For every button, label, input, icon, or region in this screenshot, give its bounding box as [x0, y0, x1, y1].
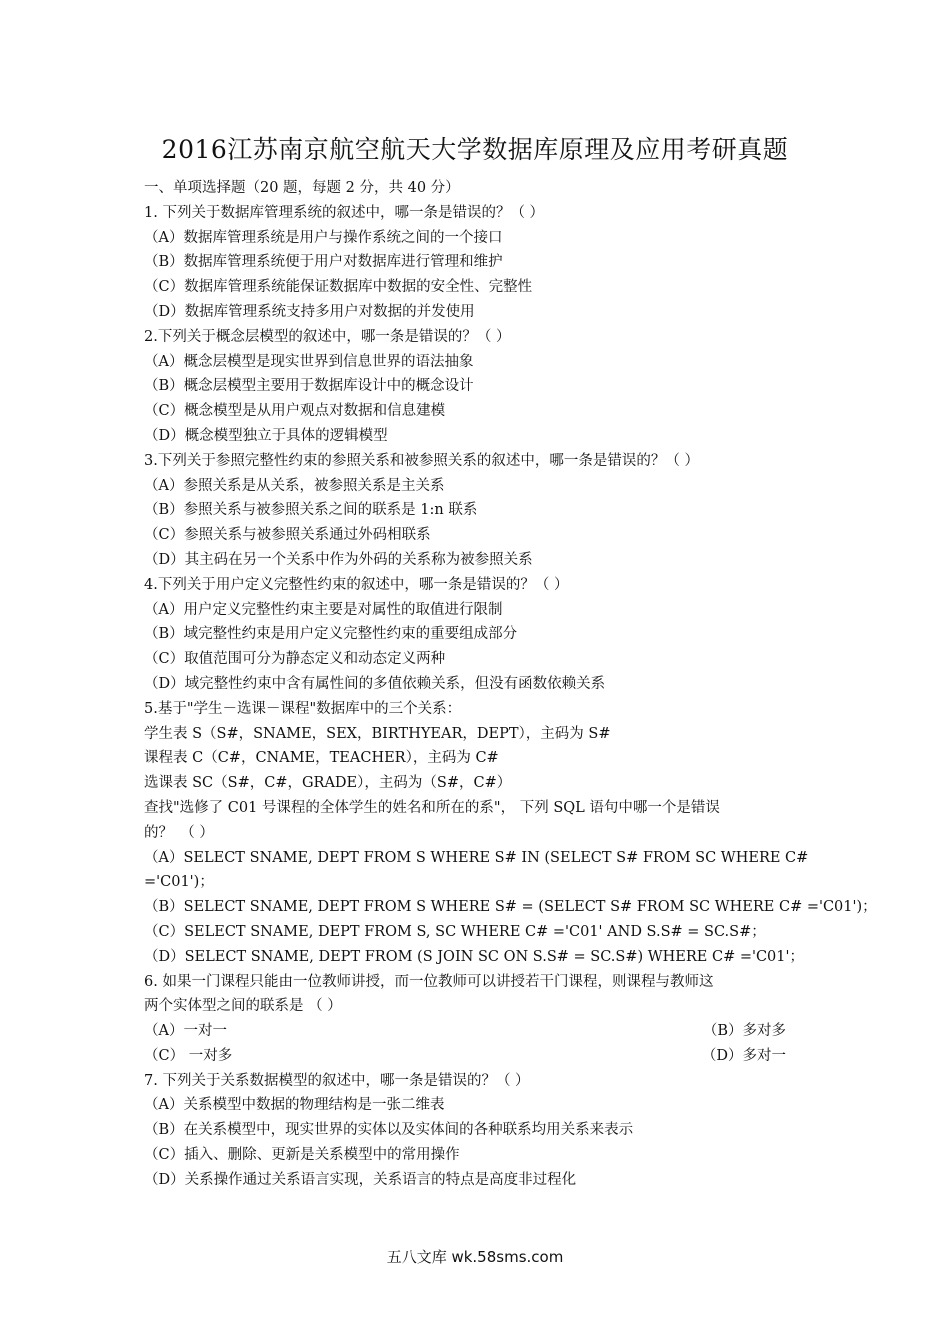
question-3-option-a: （A）参照关系是从关系，被参照关系是主关系: [144, 477, 445, 494]
question-5-option-a-line-2: ='C01')；: [144, 874, 214, 891]
section-heading: 一、单项选择题（20 题，每题 2 分，共 40 分）: [144, 180, 460, 196]
question-7-option-a: （A）关系模型中数据的物理结构是一张二维表: [144, 1097, 445, 1114]
question-5-option-c: （C）SELECT SNAME, DEPT FROM S, SC WHERE C# ='C01' AND S.S# = SC.S#；: [144, 923, 766, 940]
question-6-options-row-2: [144, 1044, 814, 1069]
question-2-stem: 2.下列关于概念层模型的叙述中，哪一条是错误的？（ ）: [144, 328, 511, 345]
question-7-option-c: （C）插入、删除、更新是关系模型中的常用操作: [144, 1147, 460, 1164]
question-4-option-b: （B）域完整性约束是用户定义完整性约束的重要组成部分: [144, 626, 518, 643]
page-title: 2016江苏南京航空航天大学数据库原理及应用考研真题: [161, 135, 789, 164]
question-6-option-a: （A）一对一: [144, 1023, 227, 1040]
question-4-option-a: （A）用户定义完整性约束主要是对属性的取值进行限制: [144, 601, 503, 618]
question-1-option-d: （D）数据库管理系统支持多用户对数据的并发使用: [144, 303, 475, 320]
question-7-option-b: （B）在关系模型中，现实世界的实体以及实体间的各种联系均用关系来表示: [144, 1122, 634, 1139]
question-6-stem-line-1: 6. 如果一门课程只能由一位教师讲授，而一位教师可以讲授若干门课程，则课程与教师这: [144, 973, 714, 990]
question-4-option-c: （C）取值范围可分为静态定义和动态定义两种: [144, 651, 446, 668]
question-2-option-b: （B）概念层模型主要用于数据库设计中的概念设计: [144, 378, 474, 395]
question-5-option-b: （B）SELECT SNAME, DEPT FROM S WHERE S# = (SELECT S# FROM SC WHERE C# ='C01')；: [144, 899, 877, 916]
question-5-option-a-line-1: （A）SELECT SNAME, DEPT FROM S WHERE S# IN (SELECT S# FROM SC WHERE C#: [144, 849, 809, 866]
question-4-stem: 4.下列关于用户定义完整性约束的叙述中，哪一条是错误的？（ ）: [144, 576, 569, 593]
question-4-option-d: （D）域完整性约束中含有属性间的多值依赖关系，但没有函数依赖关系: [144, 675, 606, 692]
question-2-option-c: （C）概念模型是从用户观点对数据和信息建模: [144, 403, 446, 420]
question-5-ask-line-1: 查找"选修了 C01 号课程的全体学生的姓名和所在的系"， 下列 SQL 语句中哪一个是错误: [144, 799, 720, 816]
question-6-option-c: （C） 一对多: [144, 1047, 233, 1064]
question-3-option-c: （C）参照关系与被参照关系通过外码相联系: [144, 527, 431, 544]
question-3-option-b: （B）参照关系与被参照关系之间的联系是 1:n 联系: [144, 502, 478, 519]
question-3-option-d: （D）其主码在另一个关系中作为外码的关系称为被参照关系: [144, 551, 533, 568]
question-7-option-d: （D）关系操作通过关系语言实现，关系语言的特点是高度非过程化: [144, 1171, 577, 1188]
page-footer: 五八文库 wk.58sms.com: [386, 1248, 564, 1266]
question-2-option-d: （D）概念模型独立于具体的逻辑模型: [144, 427, 388, 444]
question-6-option-d: （D）多对一: [701, 1047, 786, 1064]
question-6-option-b: （B）多对多: [702, 1023, 786, 1040]
exam-content: [144, 176, 877, 1193]
question-1-option-c: （C）数据库管理系统能保证数据库中数据的安全性、完整性: [144, 279, 533, 296]
question-5-option-d: （D）SELECT SNAME, DEPT FROM (S JOIN SC ON S.S# = SC.S#) WHERE C# ='C01'；: [144, 948, 804, 965]
question-2-option-a: （A）概念层模型是现实世界到信息世界的语法抽象: [144, 353, 474, 370]
question-6-stem-line-2: 两个实体型之间的联系是 （ ）: [144, 998, 342, 1015]
question-1-option-a: （A）数据库管理系统是用户与操作系统之间的一个接口: [144, 229, 503, 246]
question-7-stem: 7. 下列关于关系数据模型的叙述中，哪一条是错误的？（ ）: [144, 1072, 530, 1089]
question-5-course-table: 课程表 C（C#，CNAME，TEACHER），主码为 C#: [144, 750, 499, 767]
question-3-stem: 3.下列关于参照完整性约束的参照关系和被参照关系的叙述中，哪一条是错误的？（ ）: [144, 452, 699, 469]
question-1-option-b: （B）数据库管理系统便于用户对数据库进行管理和维护: [144, 254, 503, 271]
question-5-stem: 5.基于"学生－选课－课程"数据库中的三个关系：: [144, 700, 462, 717]
question-5-enrollment-table: 选课表 SC（S#，C#，GRADE），主码为（S#，C#）: [144, 775, 512, 792]
question-1-stem: 1. 下列关于数据库管理系统的叙述中，哪一条是错误的？（ ）: [144, 204, 545, 221]
question-5-ask-line-2: 的？ （ ）: [144, 824, 214, 841]
question-5-student-table: 学生表 S（S#，SNAME，SEX，BIRTHYEAR，DEPT），主码为 S#: [144, 725, 611, 742]
question-6-options-row-1: [144, 1019, 814, 1044]
